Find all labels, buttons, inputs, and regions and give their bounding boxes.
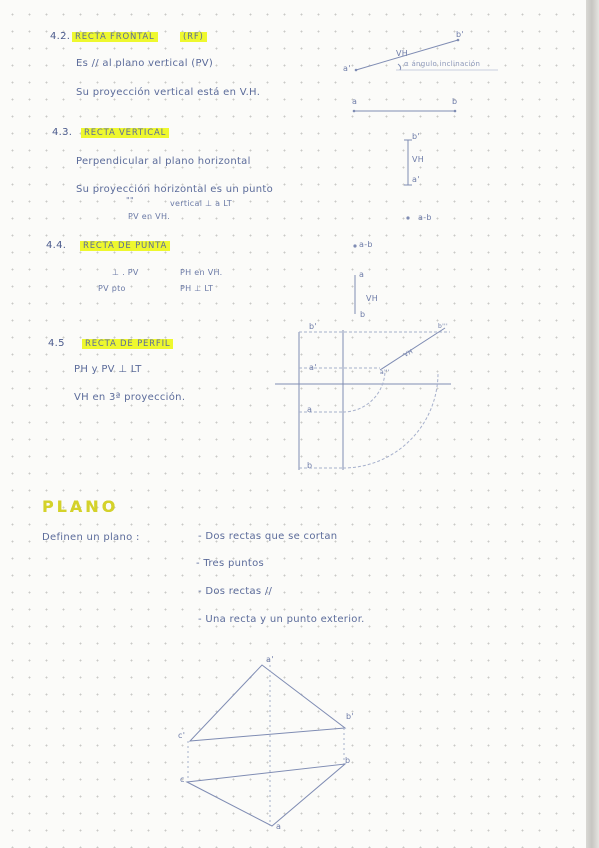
- label-a: a: [352, 97, 358, 106]
- section-number: 4.4.: [46, 240, 67, 251]
- label-vh: VH: [366, 294, 379, 303]
- label-b: b: [360, 310, 366, 319]
- plano-list-item: - Una recta y un punto exterior.: [198, 614, 365, 625]
- label-b-prime: b': [456, 30, 464, 39]
- note-line: Es // al plano vertical (PV): [76, 58, 214, 69]
- label-a-prime: a': [266, 655, 274, 664]
- note-line: Perpendicular al plano horizontal: [76, 156, 251, 167]
- label-a-prime: a': [343, 64, 351, 73]
- label-c: c: [180, 775, 185, 784]
- ditto-mark: "": [126, 196, 134, 205]
- label-b-prime: b': [309, 322, 317, 331]
- label-b: b: [307, 461, 313, 470]
- label-b-prime: b': [412, 132, 420, 141]
- note-line: Su proyección vertical está en V.H.: [76, 87, 261, 98]
- label-a: a: [307, 405, 313, 414]
- section-number: 4.3.: [52, 127, 73, 138]
- plane-vertical-projection: [190, 665, 345, 741]
- section-title-highlight: RECTA DE PUNTA: [80, 241, 170, 251]
- frontal-line-vertical-projection: [356, 40, 458, 70]
- label-c-prime: c': [178, 731, 186, 740]
- plano-list-item: - Dos rectas //: [198, 586, 273, 597]
- note-line: vertical ⊥ a LT: [170, 199, 233, 208]
- note-line: PH en VH.: [180, 268, 223, 277]
- label-a: a: [359, 270, 365, 279]
- angle-arc: [398, 64, 401, 70]
- plano-list-item: - Dos rectas que se cortan: [198, 531, 338, 542]
- note-line: VH en 3ª proyección.: [74, 392, 186, 403]
- note-line: Su proyección horizontal es un punto: [76, 184, 274, 195]
- third-projection-line: [380, 328, 445, 370]
- label-b-prime: b': [346, 712, 354, 721]
- plano-definition: Definen un plano :: [42, 532, 140, 543]
- section-number: 4.5: [48, 338, 65, 349]
- point-a-b: [353, 244, 356, 247]
- note-line: PV pto: [98, 284, 126, 293]
- note-line: PV en VH.: [128, 212, 170, 221]
- label-angle-note: α ángulo inclinación: [404, 60, 481, 68]
- heading-plano: PLANO: [42, 497, 119, 516]
- label-a-b: a-b: [359, 240, 373, 249]
- label-a-prime: a': [309, 363, 317, 372]
- label-a-prime: a': [412, 175, 420, 184]
- section-title-highlight: RECTA DE PERFIL: [82, 339, 173, 349]
- note-line: ⊥ . PV: [112, 268, 139, 277]
- point-a-b: [406, 216, 409, 219]
- section-abbr-highlight: (RF): [180, 32, 207, 42]
- note-line: PH y PV ⊥ LT: [74, 364, 142, 375]
- label-b: b: [345, 756, 351, 765]
- label-vh: VH: [396, 49, 409, 58]
- label-a-third: a''': [380, 369, 390, 376]
- section-title-highlight: RECTA FRONTAL: [72, 32, 158, 42]
- label-a-b: a-b: [418, 213, 432, 222]
- note-line: PH ⊥ LT: [180, 284, 214, 293]
- plano-list-item: - Tres puntos: [196, 558, 265, 569]
- label-vh: VH: [412, 155, 425, 164]
- plane-horizontal-projection: [187, 764, 345, 826]
- label-a: a: [276, 822, 282, 831]
- notebook-binding-edge: [586, 0, 599, 848]
- section-title-highlight: RECTA VERTICAL: [81, 128, 169, 138]
- label-vh: VH: [402, 348, 415, 359]
- section-number: 4.2.: [50, 31, 71, 42]
- label-b-third: b''': [438, 323, 448, 330]
- label-b: b: [452, 97, 458, 106]
